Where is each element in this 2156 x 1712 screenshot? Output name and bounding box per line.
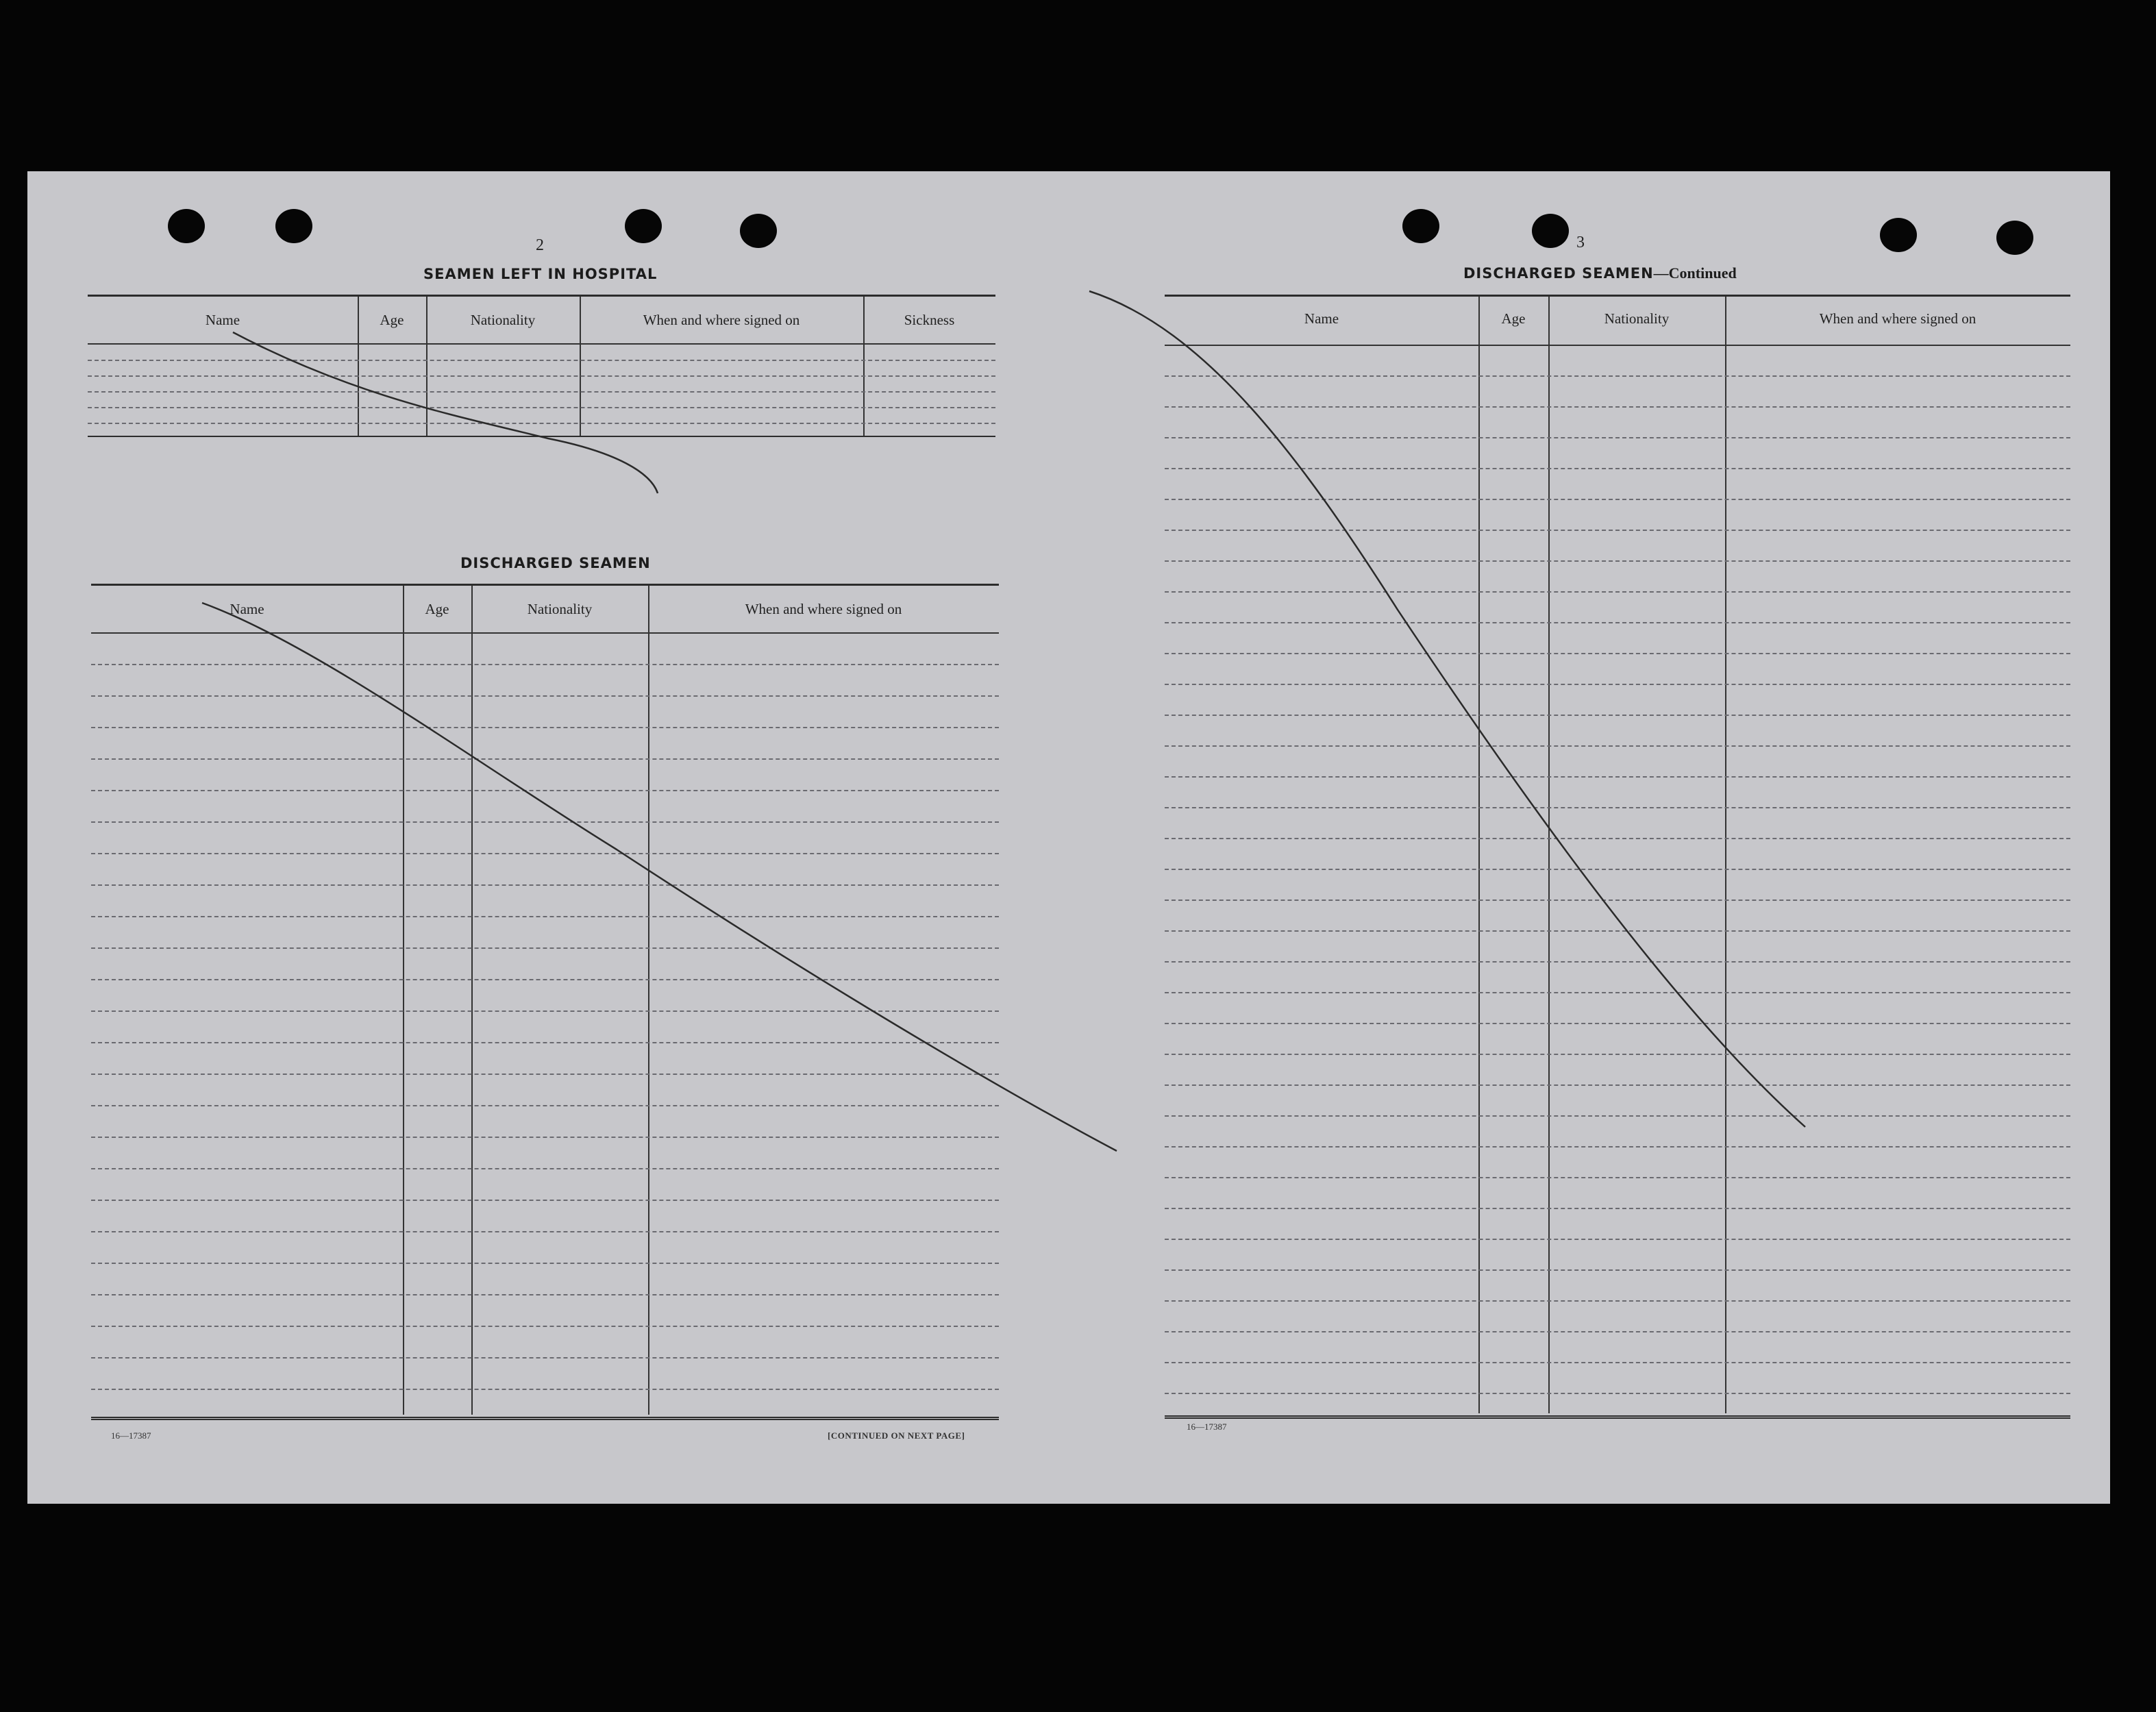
punch-hole: [168, 209, 205, 243]
entry-line: [1165, 1208, 2070, 1209]
hospital-table: [88, 295, 995, 437]
discharged-section-title: DISCHARGED SEAMEN: [460, 555, 651, 571]
column-header-signed-on: When and where signed on: [745, 601, 902, 617]
entry-line: [1165, 1393, 2070, 1394]
entry-line: [1165, 375, 2070, 377]
entry-line: [1165, 1269, 2070, 1271]
entry-line: [91, 1231, 999, 1232]
entry-line: [91, 1010, 999, 1012]
column-divider: [471, 586, 473, 1415]
entry-line: [91, 1074, 999, 1075]
entry-line: [91, 695, 999, 697]
entry-line: [91, 1042, 999, 1043]
hospital-section-title: SEAMEN LEFT IN HOSPITAL: [423, 266, 658, 282]
entry-line: [91, 1389, 999, 1390]
entry-line: [91, 1357, 999, 1359]
entry-line: [1165, 1331, 2070, 1332]
entry-line: [91, 916, 999, 917]
punch-hole: [1402, 209, 1439, 243]
column-header-age: Age: [380, 312, 404, 328]
column-header-age: Age: [1501, 310, 1526, 327]
entry-line: [1165, 992, 2070, 993]
header-rule: [88, 343, 995, 345]
entry-line: [1165, 622, 2070, 623]
entry-line: [1165, 1054, 2070, 1055]
entry-line: [91, 1326, 999, 1327]
column-header-signed-on: When and where signed on: [1819, 310, 1977, 327]
entry-line: [1165, 961, 2070, 963]
entry-line: [1165, 1023, 2070, 1024]
column-divider: [863, 297, 865, 437]
entry-line: [91, 1105, 999, 1106]
entry-line: [91, 790, 999, 791]
entry-line: [1165, 1239, 2070, 1240]
entry-line: [91, 758, 999, 760]
column-divider: [1478, 297, 1480, 1413]
right-page: [1069, 171, 2110, 1504]
discharged-continued-table: [1165, 295, 2070, 1420]
entry-line: [91, 1200, 999, 1201]
entry-line: [91, 947, 999, 949]
punch-hole: [1532, 214, 1569, 248]
column-divider: [403, 586, 404, 1415]
entry-line: [88, 407, 995, 408]
page-number: 3: [1576, 234, 1585, 251]
table-bottom-rule: [1165, 1415, 2070, 1419]
column-divider: [426, 297, 428, 437]
entry-line: [1165, 406, 2070, 408]
column-divider: [648, 586, 649, 1415]
left-page: [27, 171, 1069, 1504]
entry-line: [1165, 1177, 2070, 1178]
entry-line: [88, 391, 995, 393]
entry-line: [1165, 560, 2070, 562]
column-divider: [358, 297, 359, 437]
entry-line: [1165, 684, 2070, 685]
form-sheet: [27, 171, 2110, 1504]
column-header-nationality: Nationality: [527, 601, 593, 617]
entry-line: [88, 360, 995, 361]
entry-line: [91, 1168, 999, 1169]
column-divider: [1548, 297, 1550, 1413]
punch-hole: [740, 214, 777, 248]
column-header-signed-on: When and where signed on: [643, 312, 800, 328]
column-header-nationality: Nationality: [1604, 310, 1670, 327]
entry-line: [1165, 930, 2070, 932]
entry-line: [1165, 1115, 2070, 1117]
entry-line: [91, 821, 999, 823]
entry-line: [1165, 437, 2070, 438]
entry-line: [1165, 1362, 2070, 1363]
column-header-name: Name: [1304, 310, 1339, 327]
entry-line: [91, 727, 999, 728]
table-bottom-rule: [88, 436, 995, 437]
entry-line: [1165, 591, 2070, 593]
entry-line: [91, 1263, 999, 1264]
column-header-name: Name: [205, 312, 240, 328]
form-number: 16—17387: [1187, 1422, 1227, 1432]
entry-line: [1165, 745, 2070, 747]
column-divider: [580, 297, 581, 437]
continued-note: [CONTINUED ON NEXT PAGE]: [828, 1430, 965, 1441]
punch-hole: [275, 209, 312, 243]
entry-line: [91, 853, 999, 854]
entry-line: [1165, 499, 2070, 500]
entry-line: [91, 884, 999, 886]
entry-line: [1165, 1084, 2070, 1086]
column-divider: [1725, 297, 1726, 1413]
entry-line: [1165, 715, 2070, 716]
entry-line: [88, 375, 995, 377]
entry-line: [1165, 900, 2070, 901]
header-rule: [1165, 345, 2070, 346]
entry-line: [91, 979, 999, 980]
punch-hole: [1996, 221, 2033, 255]
entry-line: [1165, 869, 2070, 870]
entry-line: [1165, 530, 2070, 531]
entry-line: [91, 1137, 999, 1138]
header-rule: [91, 632, 999, 634]
entry-line: [88, 423, 995, 424]
entry-line: [1165, 1300, 2070, 1302]
column-header-sickness: Sickness: [904, 312, 955, 328]
entry-line: [1165, 468, 2070, 469]
entry-line: [1165, 653, 2070, 654]
column-header-name: Name: [230, 601, 264, 617]
entry-line: [1165, 838, 2070, 839]
column-header-age: Age: [425, 601, 449, 617]
table-bottom-rule: [91, 1417, 999, 1420]
entry-line: [1165, 1146, 2070, 1147]
discharged-table: [91, 584, 999, 1425]
section-title-suffix: —Continued: [1653, 264, 1737, 282]
entry-line: [1165, 776, 2070, 778]
punch-hole: [1880, 218, 1917, 252]
section-title: DISCHARGED SEAMEN—Continued: [1463, 264, 1737, 282]
entry-line: [91, 664, 999, 665]
punch-hole: [625, 209, 662, 243]
form-number: 16—17387: [111, 1430, 151, 1441]
entry-line: [91, 1294, 999, 1295]
column-header-nationality: Nationality: [470, 312, 536, 328]
page-number: 2: [536, 236, 544, 254]
entry-line: [1165, 807, 2070, 808]
